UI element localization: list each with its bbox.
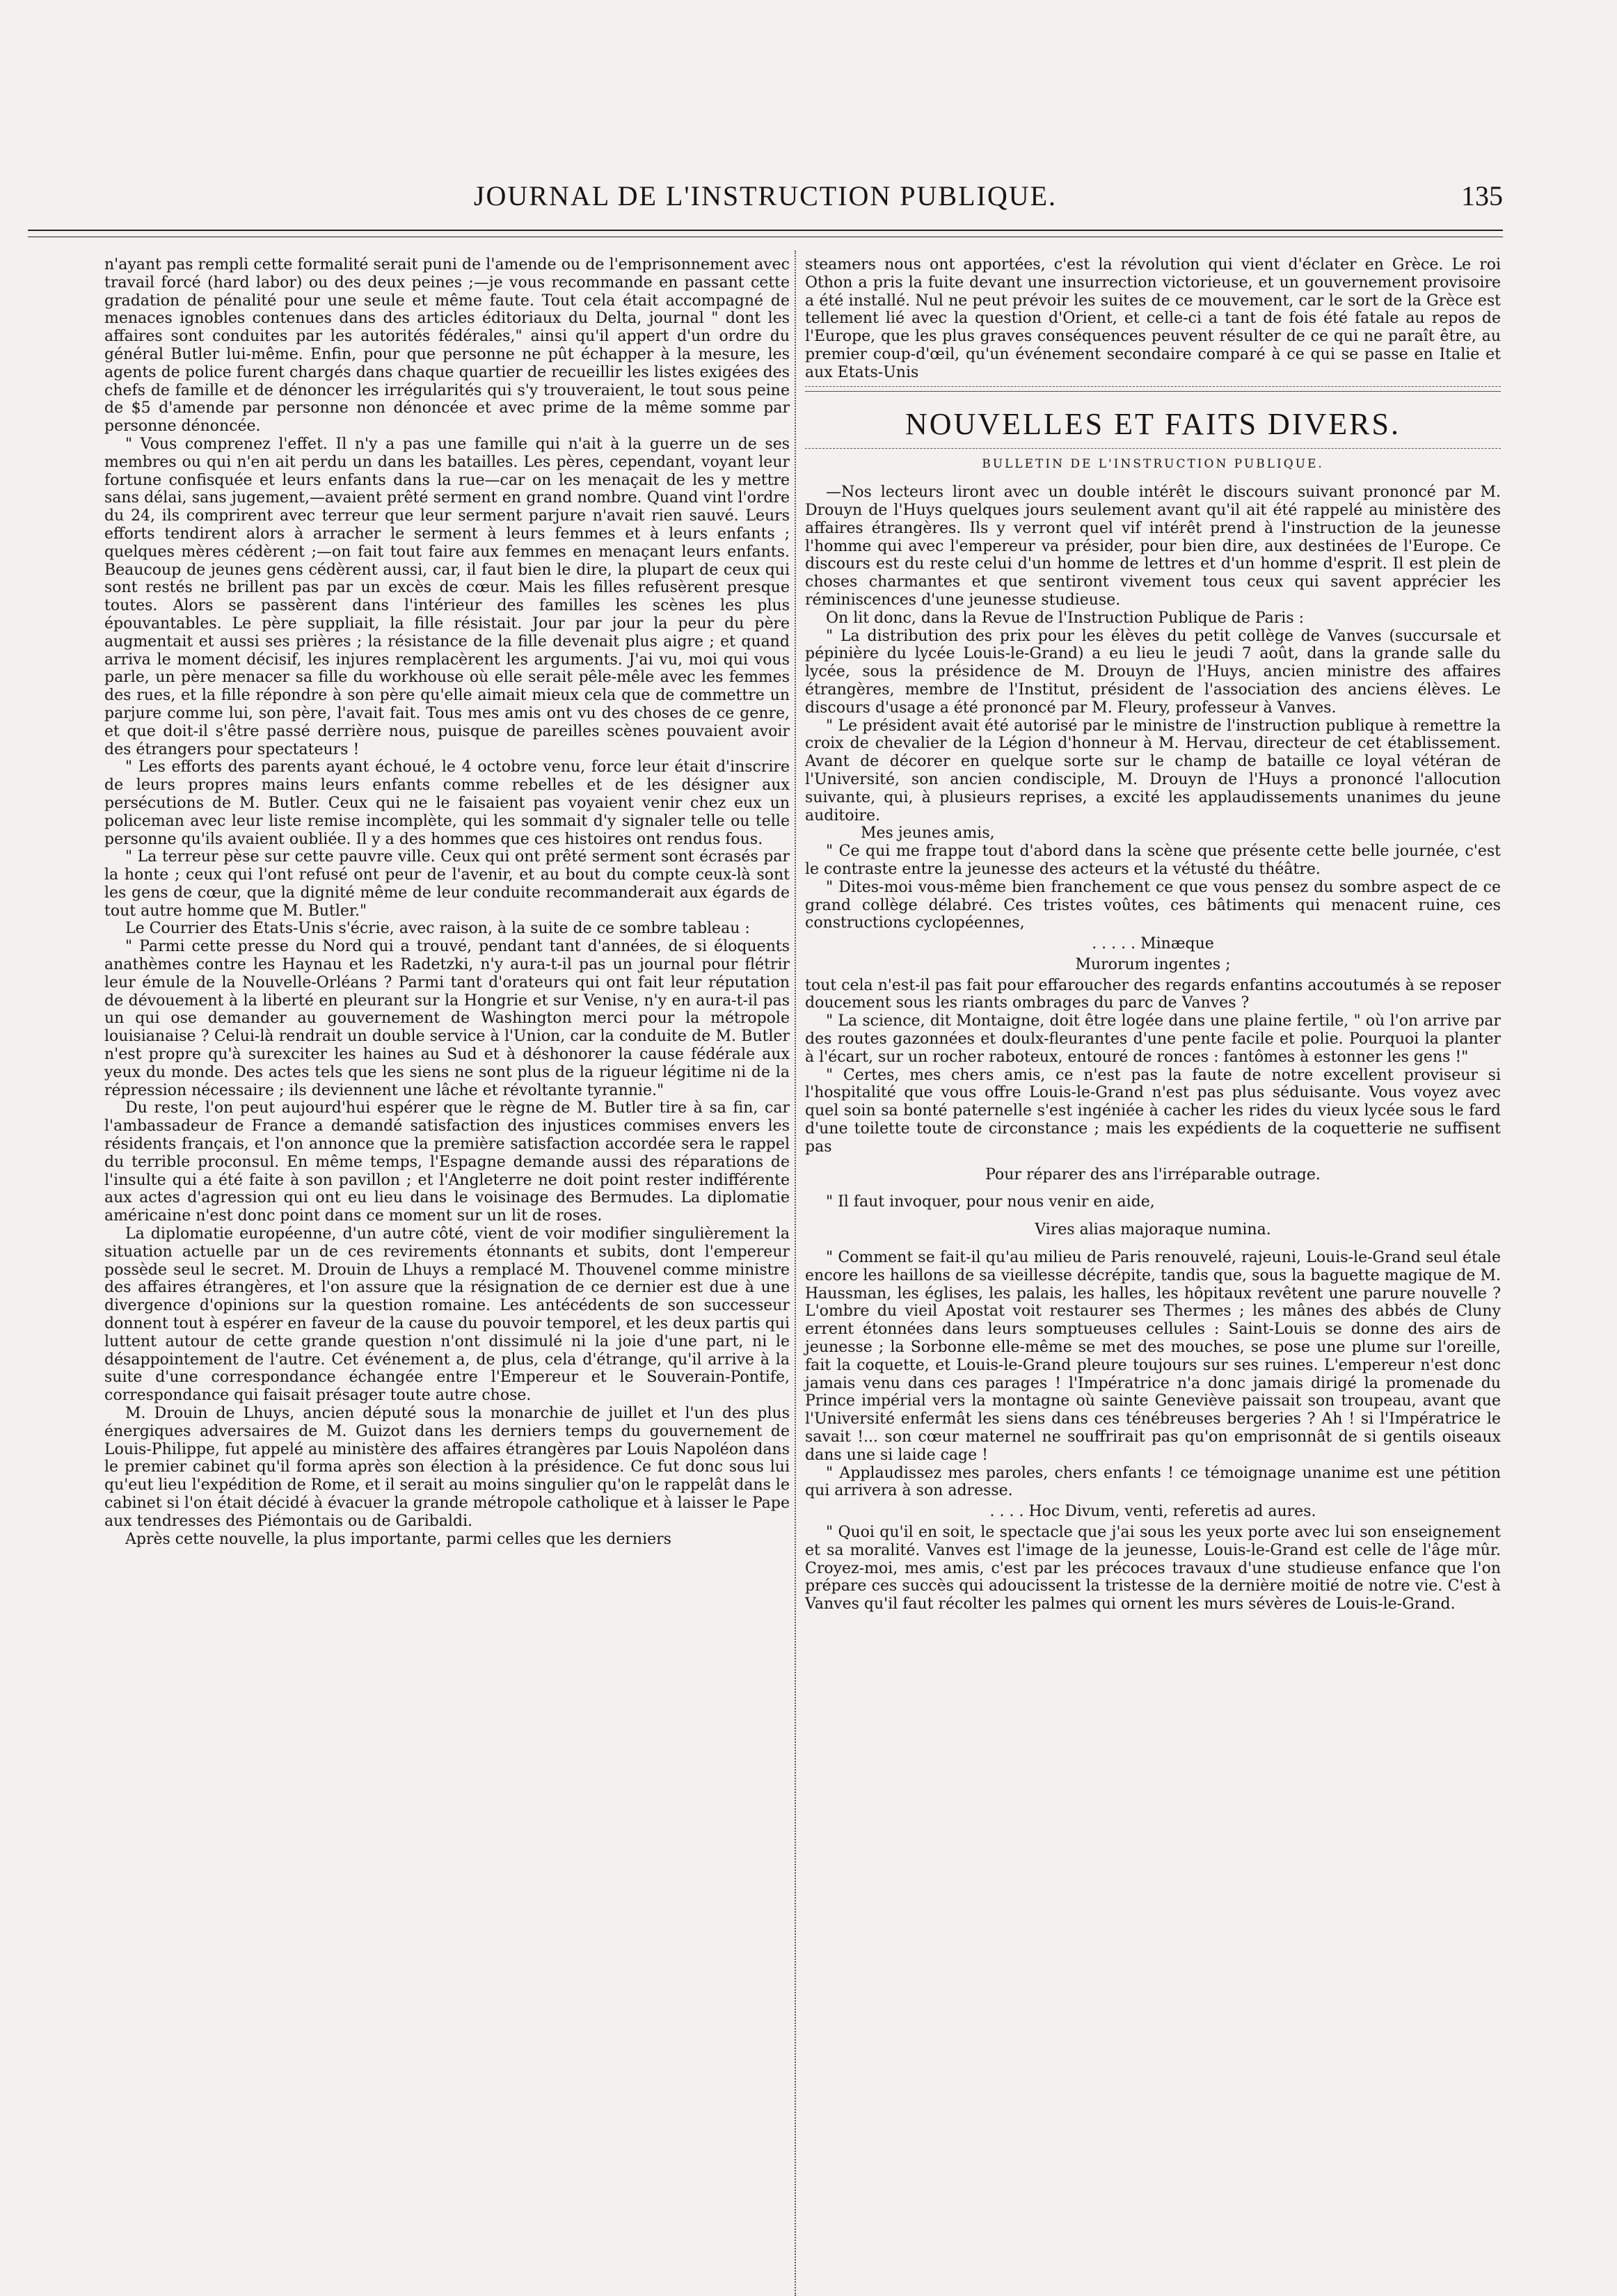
header-rule xyxy=(28,230,1503,231)
column-divider xyxy=(795,250,796,2296)
paragraph: " Il faut invoquer, pour nous venir en aide, xyxy=(826,1193,1155,1211)
verse-line: Murorum ingentes ; xyxy=(1075,955,1231,973)
page-number: 135 xyxy=(1461,180,1503,212)
paragraph: " La terreur pèse sur cette pauvre ville. Ceux qui ont prêté serment sont écrasés par la honte ; ceux qui l'ont refusé ont peur de l'avenir, et au bout du compte ceux-là sont les gens de cœur, que la dignité même de leur conduite recommanderait aux égards de tout autre homme que M. Butler." xyxy=(104,848,790,920)
paragraph: La diplomatie européenne, d'un autre côté, vient de voir modifier singulièrement la situation actuelle par un de ces revirements étonnants et subits, dont l'empereur possède seul le secret. M. Drouin de Lhuys a remplacé M. Thouvenel comme ministre des affaires étrangères, et l'on assure que la résignation de ce dernier est due à une divergence d'opinions sur la question romaine. Les antécédents de son successeur donnent tout à espérer en faveur de la cause du pouvoir temporel, et les deux partis qui luttent autour de cette grande question n'ont dissimulé ni la joie d'une part, ni le désappointement de l'autre. Cet événement a, de plus, cela d'étrange, qu'il arrive à la suite d'une correspondance échangée entre l'Empereur et le Souverain-Pontife, correspondance qui faisait présager toute autre chose. xyxy=(104,1225,790,1405)
left-column xyxy=(104,256,790,1548)
paragraph: " Les efforts des parents ayant échoué, le 4 octobre venu, force leur était d'inscrire de leurs propres mains leurs enfants comme rebelles et de les désigner aux persécutions de M. Butler. Ceux qui ne le faisaient pas voyaient venir chez eux un policeman avec leur liste remise incomplète, qui les sommait d'y signaler telle ou telle personne qu'ils avaient oubliée. Il y a des hommes que ces histoires ont rendus fous. xyxy=(104,758,790,848)
paragraph: n'ayant pas rempli cette formalité serait puni de l'amende ou de l'emprisonnement avec travail forcé (hard labor) ou des deux peines ;—je vous recommande en passant cette gradation de pénalité pour une seule et même faute. Tout cela était accompagné de menaces ignobles contenues dans des articles éditoriaux du Delta, journal " dont les affaires sont conduites par les autorités fédérales," ainsi qu'il appert d'un ordre du général Butler lui-même. Enfin, pour que personne ne pût échapper à la mesure, les agents de police furent chargés dans chaque quartier de recueillir les listes exigées des chefs de famille et de dénoncer les irrégularités qui s'y trouveraient, le tout sous peine de $5 d'amende par personne non dénoncée et avec prime de la même somme par personne dénoncée. xyxy=(104,256,790,436)
paragraph: " Le président avait été autorisé par le ministre de l'instruction publique à remettre la croix de chevalier de la Légion d'honneur à M. Hervau, directeur de cet établissement. Avant de décorer en quelque sorte sur le champ de bataille ce loyal vétéran de l'Université, son ancien condisciple, M. Drouyn de l'Huys a prononcé l'allocution suivante, qui, à plusieurs reprises, a excité les applaudissements unanimes du jeune auditoire. xyxy=(805,717,1501,824)
paragraph: " Vous comprenez l'effet. Il n'y a pas une famille qui n'ait à la guerre un de ses membres ou qui n'en ait perdu un dans les batailles. Les pères, cependant, voyant leur fortune confisquée et leurs enfants dans la rue—car on les menaçait de les y mettre sans délai, sans jugement,—avaient prêté serment en grand nombre. Quand vint l'ordre du 24, ils comprirent avec terreur que leur serment parjure n'avait rien sauvé. Leurs efforts tendirent alors à arracher le serment à leurs femmes et à leurs enfants ; quelques mères cédèrent ;—on fait tout faire aux femmes en menaçant leurs enfants. Beaucoup de jeunes gens cédèrent aussi, car, il faut bien le dire, la plupart de ceux qui sont restés ne brillent pas par un excès de cœur. Mais les filles refusèrent presque toutes. Alors se passèrent dans l'intérieur des familles les scènes les plus épouvantables. Le père suppliait, la fille résistait. Jour par jour la peur du père augmentait et aussi ses prières ; la résistance de la fille devenait plus aigre ; et quand arriva le moment décisif, les injures remplacèrent les arguments. J'ai vu, moi qui vous parle, un père menacer sa fille du workhouse où elle serait pêle-mêle avec les femmes des rues, et la fille répondre à son père qu'elle aimait mieux cela que de commettre un parjure comme lui, son père, l'avait fait. Tous mes amis ont vu des choses de ce genre, et que doit-il s'être passé derrière nous, puisque de pareilles scènes pouvaient avoir des étrangers pour spectateurs ! xyxy=(104,435,790,758)
paragraph: Du reste, l'on peut aujourd'hui espérer que le règne de M. Butler tire à sa fin, car l'ambassadeur de France a demandé satisfaction des injustices commises envers les résidents français, et l'on annonce que la première satisfaction accordée sera le rappel du terrible proconsul. En même temps, l'Espagne demande aussi des réparations de l'insulte qui a été faite à son pavillon ; et l'Angleterre ne doit point rester indifférente aux actes d'agression qui ont eu lieu dans le voisinage des Bermudes. La diplomatie américaine n'est donc point dans ce moment sur un lit de roses. xyxy=(104,1099,790,1225)
right-column xyxy=(805,256,1501,1613)
page-header xyxy=(28,174,1503,223)
verse-line: Vires alias majoraque numina. xyxy=(1035,1221,1271,1239)
paragraph: " Ce qui me frappe tout d'abord dans la scène que présente cette belle journée, c'est le contraste entre la jeunesse des acteurs et la vétusté du théâtre. xyxy=(805,843,1501,878)
paragraph: " Dites-moi vous-même bien franchement ce que vous pensez du sombre aspect de ce grand collège délabré. Ces tristes voûtes, ces bâtiments qui menacent ruine, ces constructions cyclopéennes, xyxy=(805,878,1501,932)
paragraph: " Applaudissez mes paroles, chers enfants ! ce témoignage unanime est une pétition qui arrivera à son adresse. xyxy=(805,1464,1501,1500)
paragraph: " Parmi cette presse du Nord qui a trouvé, pendant tant d'années, de si éloquents anathèmes contre les Haynau et les Radetzki, n'y aura-t-il pas un journal pour flétrir leur émule de la Nouvelle-Orléans ? Parmi tant d'orateurs qui ont fait leur réputation de dévouement à la liberté en pleurant sur la Hongrie et sur Venise, n'y en aura-t-il pas un qui ose demander au gouvernement de Washington merci pour la métropole louisianaise ? Celui-là rendrait un double service à l'Union, car la conduite de M. Butler n'est propre qu'à surexciter les haines au Sud et à déshonorer la cause fédérale aux yeux du monde. Des actes tels que les siens ne sont plus de la rigueur légitime ni de la répression nécessaire ; ils deviennent une lâche et révoltante tyrannie." xyxy=(104,938,790,1099)
verse-line: . . . . Hoc Divum, venti, referetis ad aures. xyxy=(989,1503,1316,1521)
paragraph: —Nos lecteurs liront avec un double intérêt le discours suivant prononcé par M. Drouyn de l'Huys quelques jours seulement avant qu'il ait été rappelé au ministère des affaires étrangères. Ils y verront quel vif intérêt prend à l'instruction de la jeunesse l'homme qui avec l'empereur va présider, pour bien dire, aux destinées de l'Europe. Ce discours est du reste celui d'un homme de lettres et d'un homme d'esprit. Il est plein de choses charmantes et que sentiront vivement tous ceux qui savent apprécier les réminiscences d'une jeunesse studieuse. xyxy=(805,484,1501,609)
paragraph: Mes jeunes amis, xyxy=(861,824,995,843)
verse-line: Pour réparer des ans l'irréparable outrage. xyxy=(985,1165,1321,1183)
paragraph: Le Courrier des Etats-Unis s'écrie, avec raison, à la suite de ce sombre tableau : xyxy=(125,920,750,938)
paragraph: " La science, dit Montaigne, doit être logée dans une plaine fertile, " où l'on arrive par des routes gazonnées et doulx-fleurantes d'une pente facile et polie. Pourquoi la planter à l'écart, sur un rocher raboteux, entouré de ronces : fantômes à estonner les gens !" xyxy=(805,1012,1501,1066)
paragraph: " Certes, mes chers amis, ce n'est pas la faute de notre excellent proviseur si l'hospitalité que vous offre Louis-le-Grand n'est pas plus séduisante. Vous voyez avec quel soin sa bonté paternelle s'est ingéniée à cacher les rides du vieux lycée sous le fard d'une toilette toute de circonstance ; mais les expédients de la coquetterie ne suffisent pas xyxy=(805,1066,1501,1156)
journal-title: JOURNAL DE L'INSTRUCTION PUBLIQUE. xyxy=(473,180,1058,212)
section-title: NOUVELLES ET FAITS DIVERS. xyxy=(905,406,1401,441)
paragraph: On lit donc, dans la Revue de l'Instruction Publique de Paris : xyxy=(826,609,1305,627)
section-rule xyxy=(805,386,1501,387)
section-subheading: BULLETIN DE L'INSTRUCTION PUBLIQUE. xyxy=(982,457,1324,472)
paragraph: " Quoi qu'il en soit, le spectacle que j'ai sous les yeux porte avec lui son enseignement et sa moralité. Vanves est l'image de la jeunesse, Louis-le-Grand est celle de l'âge mûr. Croyez-moi, mes amis, c'est par les précoces travaux d'une studieuse enfance que l'on prépare ces succès qui adoucissent la tristesse de la dernière moitié de notre vie. C'est à Vanves qu'il faut récolter les palmes qui ornent les murs sévères de Louis-le-Grand. xyxy=(805,1524,1501,1613)
section-rule xyxy=(805,391,1501,392)
paragraph: tout cela n'est-il pas fait pour effaroucher des regards enfantins accoutumés à se reposer doucement sous les riants ombrages du parc de Vanves ? xyxy=(805,976,1501,1012)
paragraph: Après cette nouvelle, la plus importante, parmi celles que les derniers xyxy=(125,1530,671,1548)
paragraph: M. Drouin de Lhuys, ancien député sous la monarchie de juillet et l'un des plus énergiques adversaires de M. Guizot dans les derniers temps du gouvernement de Louis-Philippe, fut appelé au ministère des affaires étrangères par Louis Napoléon dans le premier cabinet qu'il forma après son élection à la présidence. Ce fut donc sous lui qu'eut lieu l'expédition de Rome, et il serait au moins singulier qu'on le rappelât dans le cabinet si l'on était décidé à évacuer la grande métropole catholique et à laisser le Pape aux tendresses des Piémontais ou de Garibaldi. xyxy=(104,1405,790,1530)
verse-line: . . . . . Minæque xyxy=(1092,935,1214,953)
paragraph: steamers nous ont apportées, c'est la révolution qui vient d'éclater en Grèce. Le roi Othon a pris la fuite devant une insurrection victorieuse, et un gouvernement provisoire a été installé. Nul ne peut prévoir les suites de ce mouvement, car le sort de la Grèce est tellement lié avec la question d'Orient, et celle-ci a tant de fois été fatale au repos de l'Europe, que les plus graves conséquences peuvent résulter de ce qui ne paraît être, au premier coup-d'œil, qu'un événement secondaire comparé à ce qui se passe en Italie et aux Etats-Unis xyxy=(805,256,1501,381)
section-rule xyxy=(805,448,1501,449)
paragraph: " La distribution des prix pour les élèves du petit collège de Vanves (succursale et pépinière du lycée Louis-le-Grand) a eu lieu le jeudi 7 août, dans la grande salle du lycée, sous la présidence de M. Drouyn de l'Huys, ancien ministre des affaires étrangères, membre de l'Institut, président de l'association des anciens élèves. Le discours d'usage a été prononcé par M. Fleury, professeur à Vanves. xyxy=(805,627,1501,717)
paragraph: " Comment se fait-il qu'au milieu de Paris renouvelé, rajeuni, Louis-le-Grand seul étale encore les haillons de sa vieillesse décrépite, tandis que, sous la baguette magique de M. Haussman, les églises, les palais, les halles, les hôpitaux revêtent une parure nouvelle ? L'ombre du vieil Apostat voit restaurer ses Thermes ; les mânes des abbés de Cluny errent étonnées dans leurs somptueuses cellules : Saint-Louis se donne des airs de jeunesse ; la Sorbonne elle-même se met des mouches, se pose une plume sur l'oreille, fait la coquette, et Louis-le-Grand pleure toujours sur ses ruines. L'empereur n'est donc jamais venu dans ces parages ! l'Impératrice n'a donc jamais dirigé la promenade du Prince impérial vers la montagne où sainte Geneviève paissait son troupeau, avant que l'Université enfermât les siens dans ces ténébreuses bergeries ? Ah ! si l'Impératrice le savait !... son cœur maternel ne souffrirait pas qu'on emprisonnât de si gentils oiseaux dans une si laide cage ! xyxy=(805,1249,1501,1464)
